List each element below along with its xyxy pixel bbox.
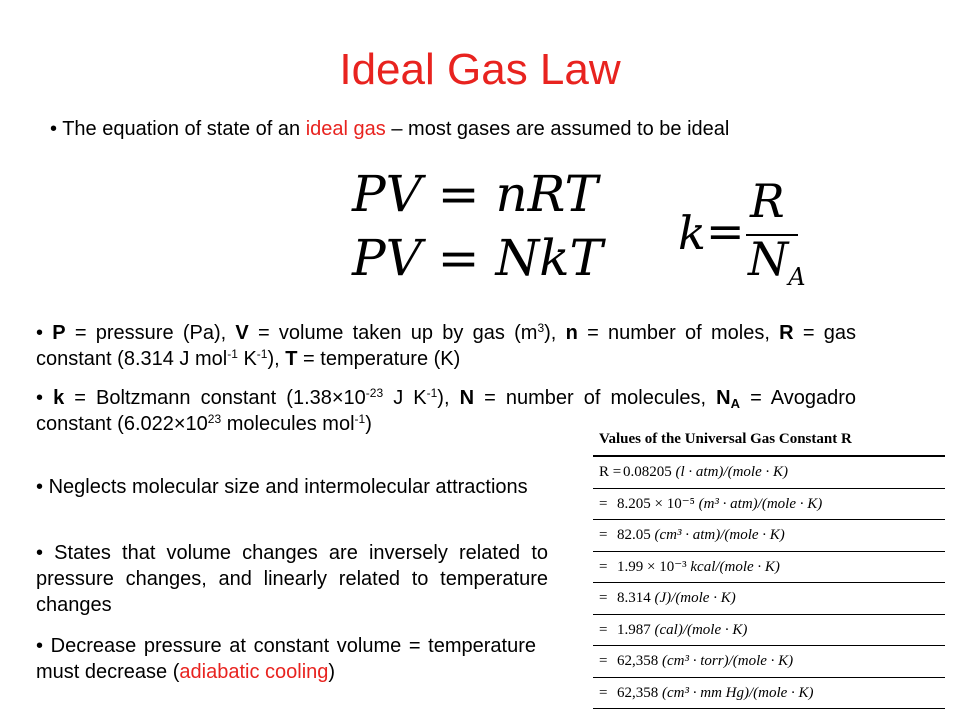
intro-text-before: The equation of state of an (62, 118, 306, 140)
eq2-rhs: NkT (495, 229, 603, 287)
gas-constant-table (593, 425, 945, 705)
row-units: (J)/(mole · K) (654, 590, 736, 606)
slide-title: Ideal Gas Law (339, 45, 621, 94)
row-units: (cm³ · atm)/(mole · K) (654, 527, 785, 543)
denominator-subscript: A (788, 263, 806, 291)
bullet-marker: • (50, 118, 58, 140)
table-row (593, 489, 945, 521)
eq2-lhs: PV (352, 229, 422, 287)
table-row (593, 646, 945, 678)
bullet-volume-relations: • States that volume changes are inversely related to pressure changes, and linearly related to temperature changes (36, 542, 548, 616)
row-lhs: = (599, 653, 608, 669)
intro-bullet (50, 116, 930, 142)
equation-pv-nkt (352, 230, 603, 286)
row-value: 1.99 × 10⁻³ kcal/(mole · K) (617, 558, 780, 575)
table-title: Values of the Universal Gas Constant R (593, 425, 945, 457)
row-value: 62,358 (cm³ · torr)/(mole · K) (617, 653, 794, 669)
eq1-rhs: nRT (495, 165, 598, 223)
row-lhs: = (599, 621, 608, 638)
intro-highlight: ideal gas (305, 118, 386, 140)
table-row (593, 457, 945, 489)
row-lhs: = (599, 590, 608, 606)
fraction-denominator: $N_A$ (748, 232, 806, 291)
row-units: (l · atm)/(mole · K) (675, 464, 788, 480)
table-row (593, 520, 945, 552)
definitions-paragraph-1: • P = pressure (Pa), V = volume taken up by gas $(m^3)$, n = number of moles, R = gas constant (8.314 J mol$^{-1}$ $K^{-1}$), T = temperature (K) (36, 321, 856, 370)
table-row (593, 615, 945, 647)
row-value: 0.08205 (l · atm)/(mole · K) (623, 464, 788, 480)
row-value: 62,358 (cm³ · mm Hg)/(mole · K) (617, 684, 814, 701)
row-units: (cm³ · mm Hg)/(mole · K) (662, 684, 814, 701)
row-lhs: = (599, 495, 608, 512)
row-value: 1.987 (cal)/(mole · K) (617, 621, 748, 638)
definitions-paragraph-2: • k = Boltzmann constant ($1.38\times 10^{-23}$ J $K^{-1}$), N = number of molecules, $N_A$ = Avogadro constant ($6.022\times 10^{23}$ molecules mol$^{-1}$) (36, 386, 856, 435)
row-lhs: = (599, 527, 608, 543)
equation-pv-nrt (352, 166, 598, 222)
row-units: kcal/(mole · K) (690, 558, 780, 575)
row-lhs: R = (599, 464, 622, 480)
k-symbol: k (678, 206, 706, 260)
table-row (593, 678, 945, 710)
equation-k-definition (672, 174, 822, 291)
k-equals: = (706, 204, 745, 258)
table-row (593, 583, 945, 615)
adiabatic-highlight: adiabatic cooling (179, 661, 329, 683)
bullet-adiabatic: • Decrease pressure at constant volume = temperature must decrease (adiabatic cooling) (36, 635, 536, 683)
fraction-numerator: R (750, 174, 785, 228)
row-units: (cal)/(mole · K) (654, 621, 748, 638)
intro-text-after: – most gases are assumed to be ideal (385, 118, 730, 140)
row-lhs: = (599, 684, 608, 701)
table-body (593, 457, 945, 709)
row-lhs: = (599, 558, 608, 575)
row-value: 8.205 × 10⁻⁵ (m³ · atm)/(mole · K) (617, 495, 823, 512)
bullet-neglects: • Neglects molecular size and intermolecular attractions (36, 476, 528, 498)
row-value: 8.314 (J)/(mole · K) (617, 590, 736, 606)
eq1-lhs: PV (352, 165, 422, 223)
row-value: 82.05 (cm³ · atm)/(mole · K) (617, 527, 785, 543)
row-units: (cm³ · torr)/(mole · K) (662, 653, 794, 669)
row-units: (m³ · atm)/(mole · K) (698, 495, 823, 512)
eq1-equals: = (437, 165, 480, 223)
table-row (593, 552, 945, 584)
eq2-equals: = (437, 229, 480, 287)
